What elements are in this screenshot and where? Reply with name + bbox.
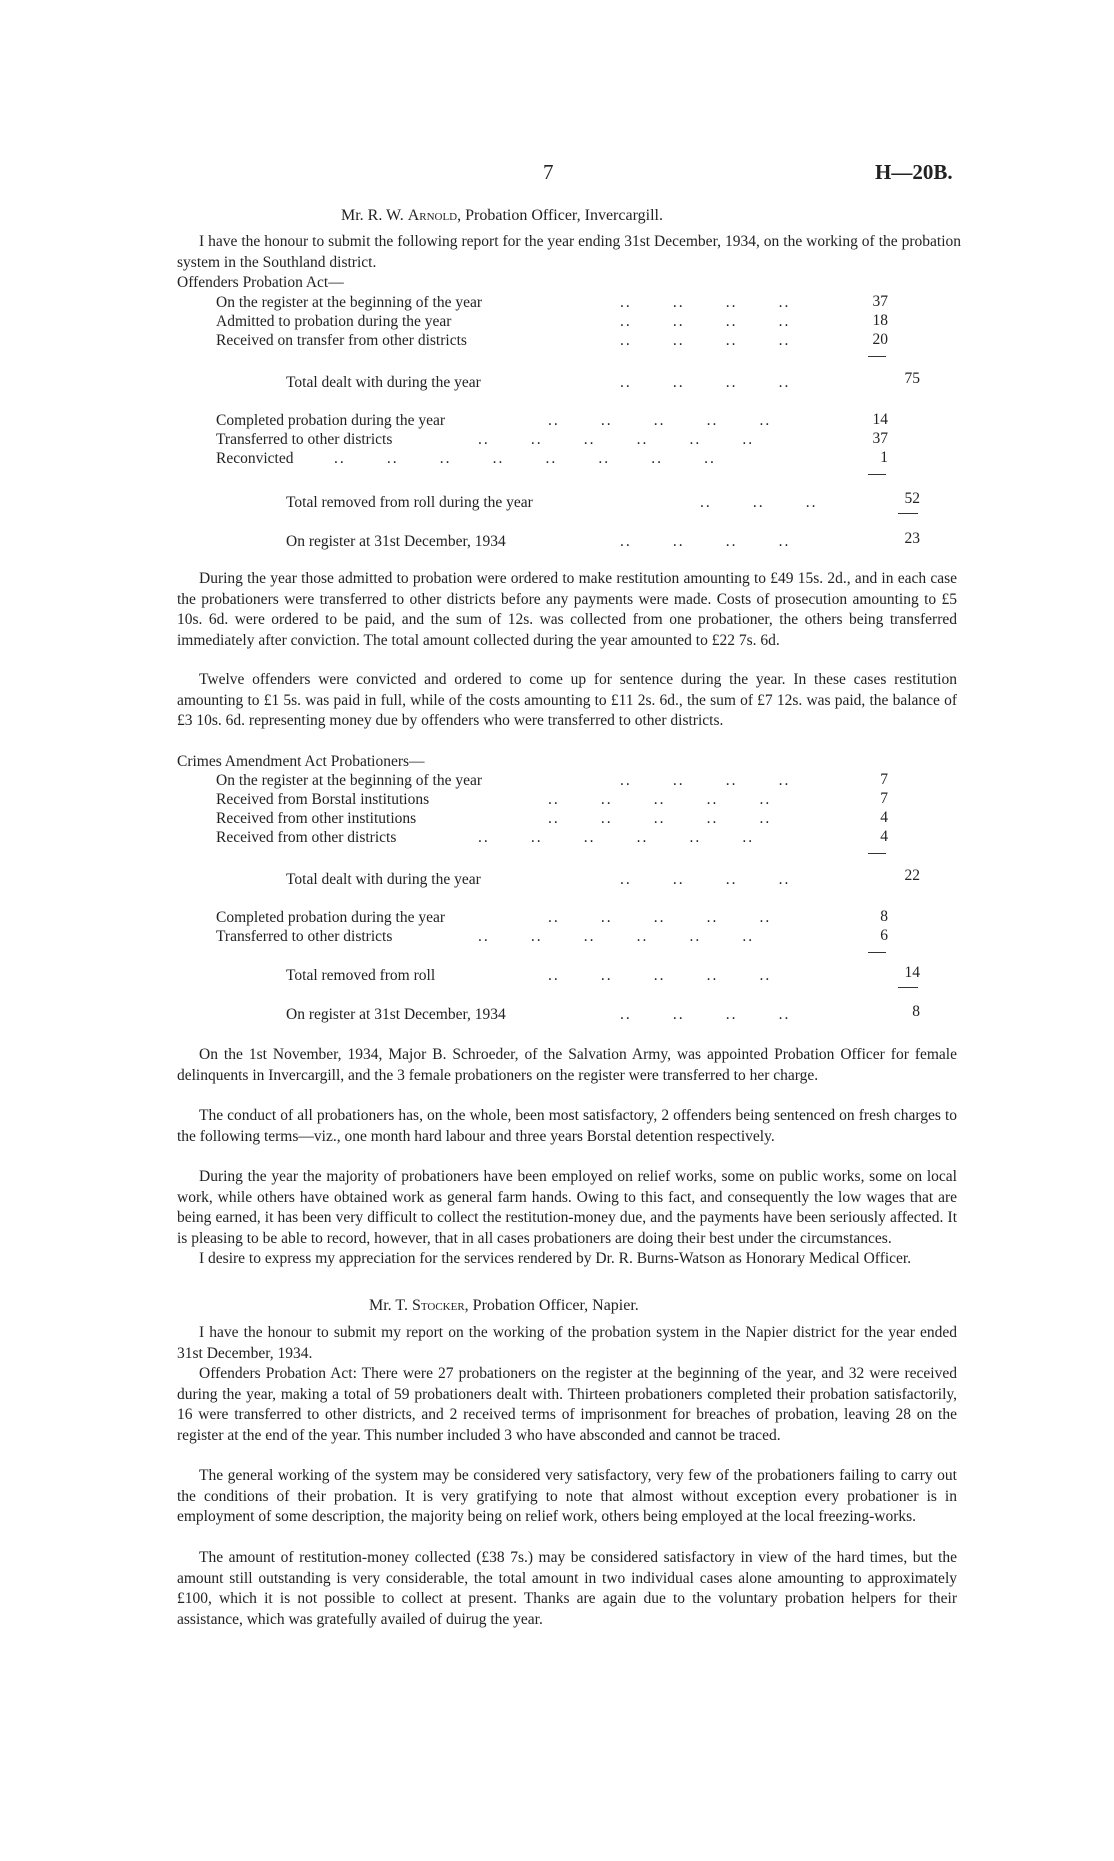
caa-removed-label: Total removed from roll (286, 967, 436, 984)
ofa-removed-label: Total removed from roll during the year (286, 494, 533, 511)
caa-removed-value: 14 (904, 964, 920, 981)
ofa-total-value: 75 (904, 370, 920, 387)
ofa-removed-row-value: 14 (872, 411, 888, 428)
caa-total-value: 22 (904, 867, 920, 884)
report1-heading (341, 207, 663, 225)
sum-rule (868, 474, 886, 475)
para-relief-works: During the year the majority of probationers have been employed on relief works, some on public works, some on local work, while others have obtained work as general farm hands. Owing to this fact, and consequently the low wages that are being earned, it has been very difficult to collect the restitution-money due, and the payments have been seriously affected. It is pleasing to be able to record, however, that in all cases probationers are doing their best under the circumstances. (177, 1168, 957, 1247)
report1-heading-name: Arnold (407, 207, 458, 224)
caa-row-label: Received from Borstal institutions (216, 791, 430, 808)
caa-row-value: 7 (880, 790, 888, 807)
sum-rule (868, 952, 886, 953)
report2-heading (369, 1297, 639, 1315)
caa-register-value: 8 (912, 1003, 920, 1020)
leader-dots: .. .. .. .. .. (548, 412, 772, 429)
ofa-removed-row-value: 1 (880, 449, 888, 466)
ofa-removed-row-label: Reconvicted (216, 450, 294, 467)
caa-removed-row-value: 8 (880, 908, 888, 925)
ofa-row-label: On the register at the beginning of the year (216, 294, 482, 311)
leader-dots: .. .. .. .. .. (548, 791, 772, 808)
report2-intro: I have the honour to submit my report on the working of the probation system in the Napier district for the year ended 31st December, 1934. (177, 1324, 957, 1362)
sum-rule (868, 356, 886, 357)
leader-dots: .. .. .. .. (620, 313, 791, 330)
leader-dots: .. .. .. (700, 494, 818, 511)
leader-dots: .. .. .. .. .. .. (478, 431, 755, 448)
ofa-row-value: 18 (872, 312, 888, 329)
ofa-row-label: Received on transfer from other districts (216, 332, 467, 349)
caa-register-label: On register at 31st December, 1934 (286, 1006, 506, 1023)
ofa-removed-value: 52 (904, 490, 920, 507)
ofa-row-label: Admitted to probation during the year (216, 313, 452, 330)
leader-dots: .. .. .. .. (620, 1006, 791, 1023)
para-restitution: During the year those admitted to probation were ordered to make restitution amounting to £49 15s. 2d., and in each case the probationers were transferred to other districts before any payments were made. Costs of prosecution amounting to £5 10s. 6d. were ordered to be paid, and the sum of 12s. was collected from one probationer, the others being transferred immediately after conviction. The total amount collected during the year amounted to £22 7s. 6d. (177, 570, 957, 649)
ofa-register-value: 23 (904, 530, 920, 547)
sum-rule (898, 987, 918, 988)
sum-rule (898, 513, 918, 514)
caa-row-value: 4 (880, 828, 888, 845)
caa-removed-row-value: 6 (880, 927, 888, 944)
report1-intro: I have the honour to submit the following report for the year ending 31st December, 1934, on the working of the probation system in the Southland district. (177, 233, 961, 271)
report2-para-general: The general working of the system may be considered very satisfactory, very few of the probationers failing to carry out the conditions of their probation. It is very gratifying to note that almost without exception every probationer is in employment of some description, the majority being on relief work, others being employed at the local freezing-works. (177, 1467, 957, 1525)
ofa-removed-row-value: 37 (872, 430, 888, 447)
leader-dots: .. .. .. .. (620, 533, 791, 550)
leader-dots: .. .. .. .. .. .. (478, 928, 755, 945)
leader-dots: .. .. .. .. (620, 294, 791, 311)
ofa-removed-row-label: Transferred to other districts (216, 431, 393, 448)
leader-dots: .. .. .. .. (620, 871, 791, 888)
para-conduct: The conduct of all probationers has, on the whole, been most satisfactory, 2 offenders being sentenced on fresh charges to the following terms—viz., one month hard labour and three years Borstal detention respectively. (177, 1107, 957, 1145)
para-schroeder: On the 1st November, 1934, Major B. Schroeder, of the Salvation Army, was appointed Probation Officer for female delinquents in Invercargill, and the 3 female probationers on the register were transferred to her charge. (177, 1046, 957, 1084)
leader-dots: .. .. .. .. .. .. .. .. (334, 450, 716, 467)
page-number: 7 (543, 160, 554, 184)
ofa-row-value: 20 (872, 331, 888, 348)
ofa-title: Offenders Probation Act— (177, 274, 344, 291)
leader-dots: .. .. .. .. (620, 332, 791, 349)
report2-heading-name: Stocker (411, 1297, 465, 1314)
caa-removed-row-label: Transferred to other districts (216, 928, 393, 945)
caa-row-label: On the register at the beginning of the year (216, 772, 482, 789)
caa-row-value: 7 (880, 771, 888, 788)
leader-dots: .. .. .. .. .. (548, 967, 772, 984)
leader-dots: .. .. .. .. .. (548, 810, 772, 827)
ofa-register-label: On register at 31st December, 1934 (286, 533, 506, 550)
report1-heading-prefix: Mr. R. W. (341, 207, 408, 224)
caa-row-value: 4 (880, 809, 888, 826)
ofa-removed-row-label: Completed probation during the year (216, 412, 445, 429)
ofa-row-value: 37 (872, 293, 888, 310)
page-reference: H—20B. (875, 160, 953, 184)
caa-title: Crimes Amendment Act Probationers— (177, 753, 425, 770)
caa-total-label: Total dealt with during the year (286, 871, 481, 888)
para-twelve-offenders: Twelve offenders were convicted and ordered to come up for sentence during the year. In these cases restitution amounting to £1 5s. was paid in full, while of the costs amounting to £11 2s. 6d., the sum of £7 12s. was paid, the balance of £3 10s. 6d. representing money due by offenders who were transferred to other districts. (177, 671, 957, 729)
report2-heading-prefix: Mr. T. (369, 1297, 412, 1314)
ofa-total-label: Total dealt with during the year (286, 374, 481, 391)
para-appreciation: I desire to express my appreciation for the services rendered by Dr. R. Burns-Watson as Honorary Medical Officer. (199, 1250, 912, 1267)
report1-heading-suffix: , Probation Officer, Invercargill. (457, 207, 663, 224)
caa-removed-row-label: Completed probation during the year (216, 909, 445, 926)
leader-dots: .. .. .. .. .. .. (478, 829, 755, 846)
caa-row-label: Received from other institutions (216, 810, 417, 827)
leader-dots: .. .. .. .. (620, 772, 791, 789)
report2-para-amount: The amount of restitution-money collected (£38 7s.) may be considered satisfactory in view of the hard times, but the amount still outstanding is very considerable, the total amount in two individual cases alone amounting to approximately £100, which it is not possible to collect at present. Thanks are again due to the voluntary probation helpers for their assistance, which was gratefully availed of duirug the year. (177, 1549, 957, 1628)
leader-dots: .. .. .. .. .. (548, 909, 772, 926)
sum-rule (868, 853, 886, 854)
report2-para-ofa: Offenders Probation Act: There were 27 probationers on the register at the beginning of the year, and 32 were received during the year, making a total of 59 probationers dealt with. Thirteen probationers completed their probation satisfactorily, 16 were transferred to other districts, and 2 received terms of imprisonment for breaches of probation, leaving 28 on the register at the end of the year. This number included 3 who have absconded and cannot be traced. (177, 1365, 957, 1444)
caa-row-label: Received from other districts (216, 829, 397, 846)
report2-heading-suffix: , Probation Officer, Napier. (464, 1297, 639, 1314)
leader-dots: .. .. .. .. (620, 374, 791, 391)
